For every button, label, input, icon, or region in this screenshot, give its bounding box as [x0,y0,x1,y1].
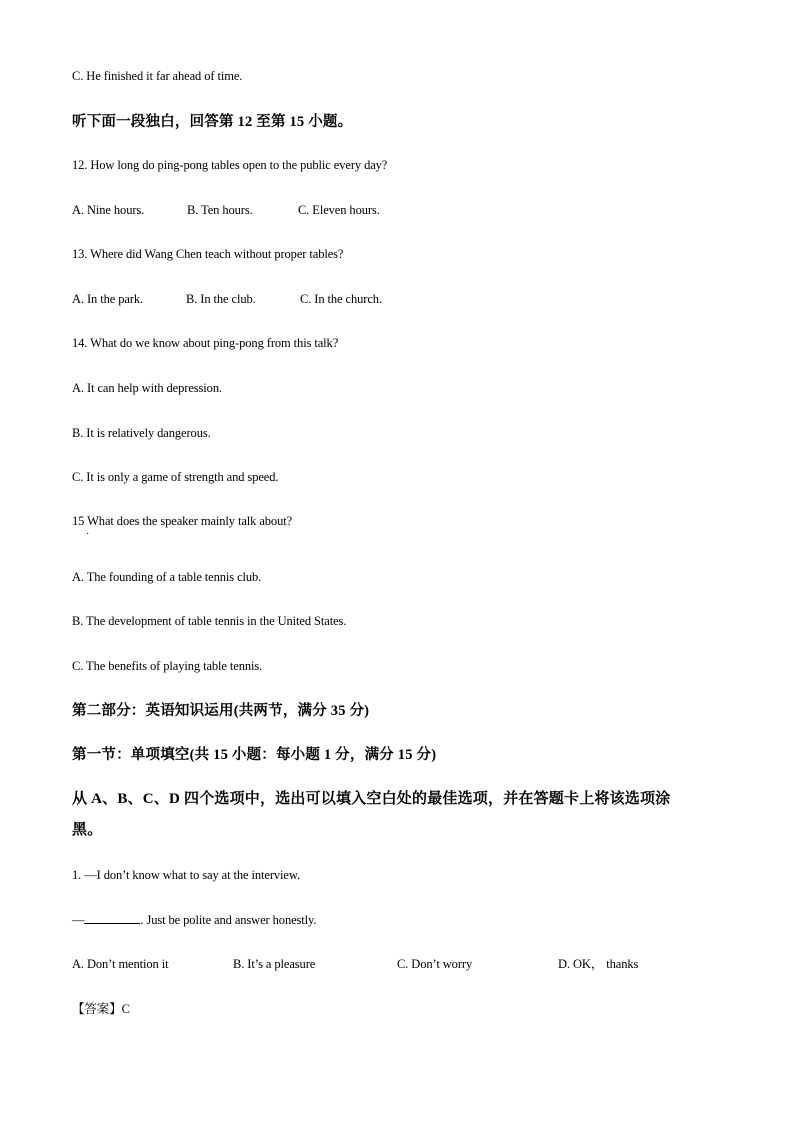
q13-option-a: A. In the park. [72,292,144,306]
answer-blank [84,912,140,924]
question-1: 1. —I don’t know what to say at the interview. [72,868,300,882]
q1-option-d: D. OK， thanks [558,957,639,971]
question-13-options [72,291,382,307]
answer-label: 【答案】 [72,1001,122,1016]
question-14: 14. What do we know about ping-pong from this talk? [72,336,339,350]
q14-option-a: A. It can help with depression. [72,381,222,395]
question-13: 13. Where did Wang Chen teach without proper tables? [72,247,344,261]
q1-option-b: B. It’s a pleasure [233,957,316,971]
answer-value: C [121,1002,130,1016]
question-1-options [72,956,638,972]
q15-option-c: C. The benefits of playing table tennis. [72,659,263,673]
q12-option-a: A. Nine hours. [72,203,145,217]
question-1-reply [72,912,316,928]
q12-option-c: C. Eleven hours. [298,203,380,217]
q12-option-b: B. Ten hours. [187,203,253,217]
q15-option-b: B. The development of table tennis in the United States. [72,614,347,628]
q14-option-b: B. It is relatively dangerous. [72,426,211,440]
question-12-options [72,202,380,218]
instruction-line-1: 从 A、B、C、D 四个选项中，选出可以填入空白处的最佳选项，并在答题卡上将该选项涂 [72,791,671,807]
q15-option-a: A. The founding of a table tennis club. [72,570,262,584]
q11-option-c: C. He finished it far ahead of time. [72,69,243,83]
reply-text: . Just be polite and answer honestly. [140,913,317,927]
stray-dot: · [86,529,90,540]
q13-option-c: C. In the church. [300,292,382,306]
answer-line [72,1001,130,1017]
section-one-heading: 第一节：单项填空(共 15 小题：每小题 1 分，满分 15 分) [72,747,437,763]
part-two-heading: 第二部分：英语知识运用(共两节，满分 35 分) [72,703,370,719]
section-instruction-12-15: 听下面一段独白，回答第 12 至第 15 小题。 [72,114,353,130]
reply-dash: — [72,913,85,927]
question-15: 15 What does the speaker mainly talk about? [72,514,293,528]
q1-option-c: C. Don’t worry [397,957,473,971]
q1-option-a: A. Don’t mention it [72,957,169,971]
q14-option-c: C. It is only a game of strength and speed. [72,470,279,484]
question-12: 12. How long do ping-pong tables open to the public every day? [72,158,388,172]
q13-option-b: B. In the club. [186,292,256,306]
instruction-line-2: 黑。 [72,822,103,838]
